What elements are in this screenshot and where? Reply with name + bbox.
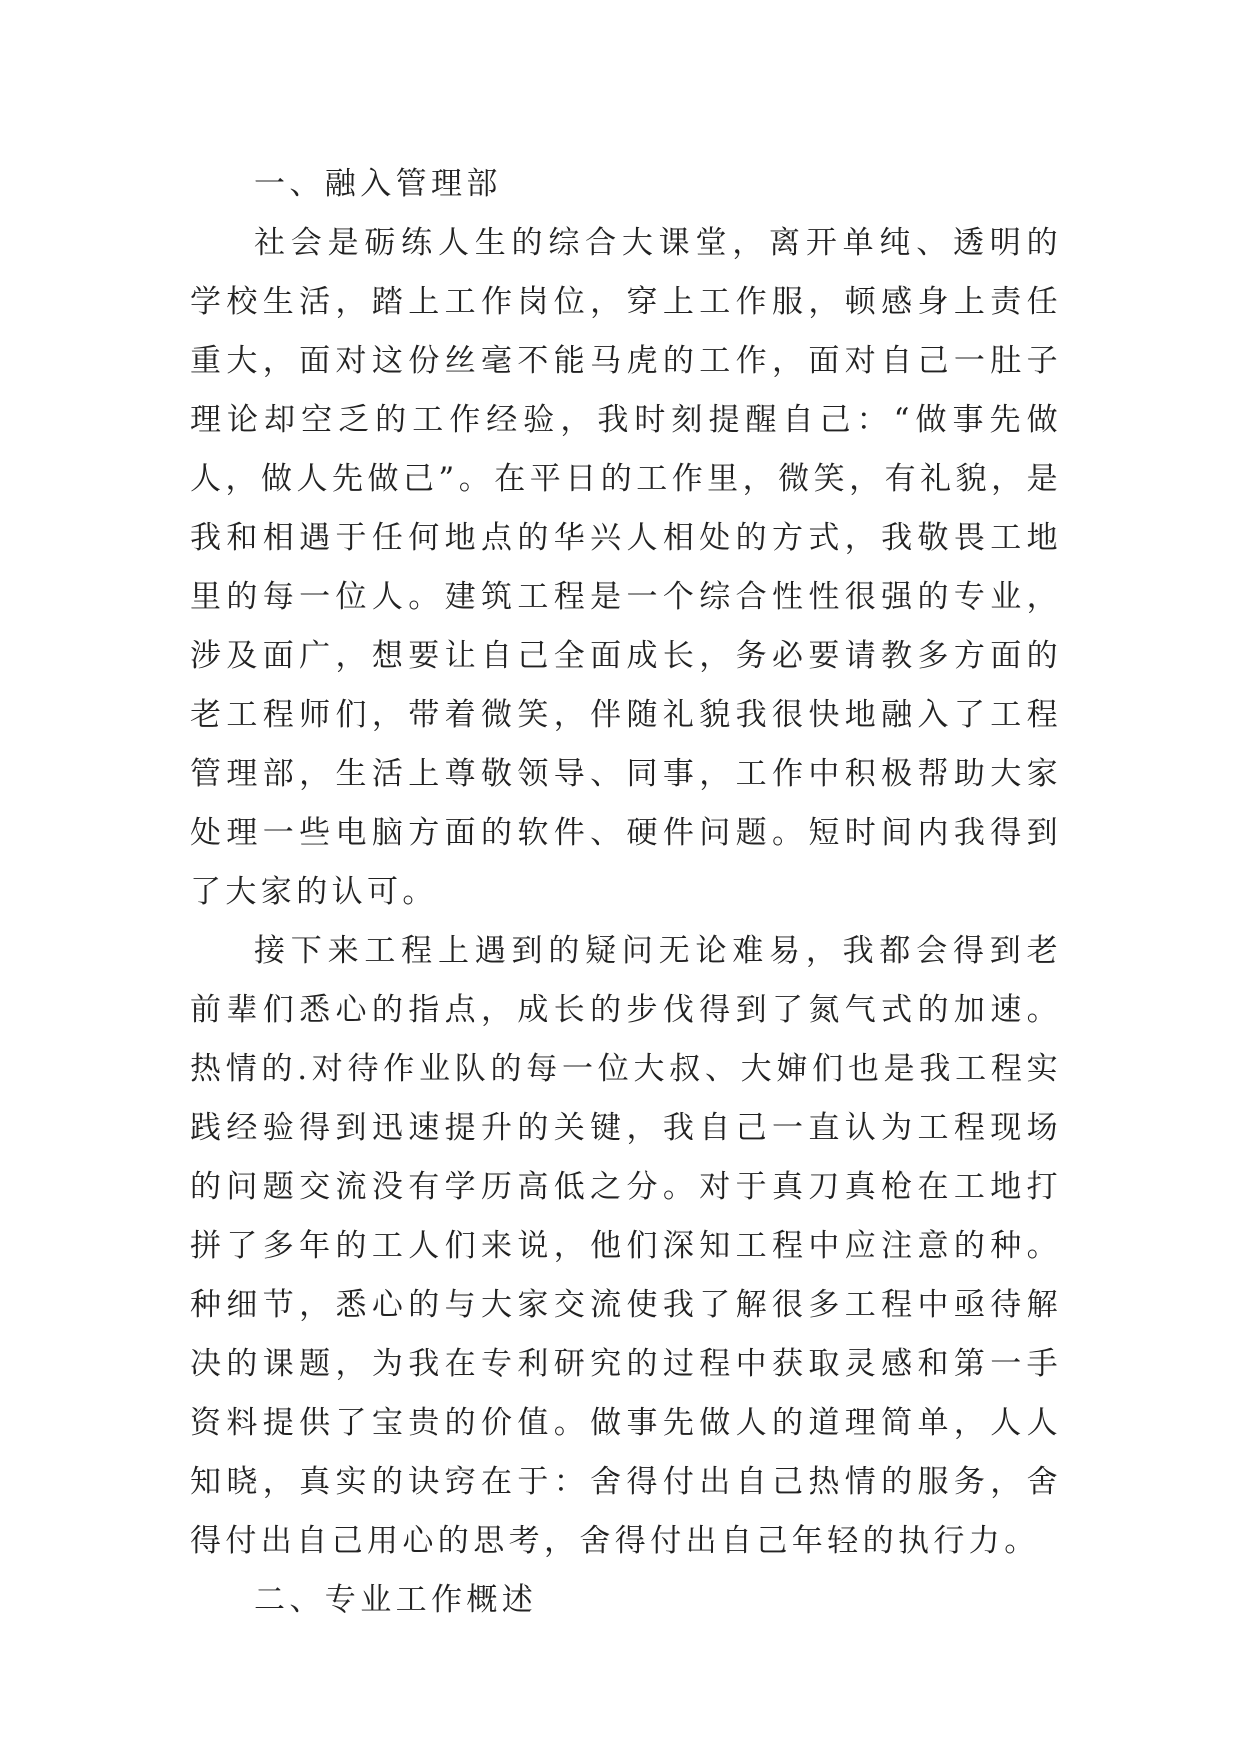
paragraph-2: 接下来工程上遇到的疑问无论难易，我都会得到老前辈们悉心的指点，成长的步伐得到了氮气式的加速。热情的.对待作业队的每一位大叔、大婶们也是我工程实践经验得到迅速提升的关键，我自己一直认为工程现场的问题交流没有学历高低之分。对于真刀真枪在工地打拼了多年的工人们来说，他们深知工程中应注意的种。种细节，悉心的与大家交流使我了解很多工程中亟待解决的课题，为我在专利研究的过程中获取灵感和第一手资料提供了宝贵的价值。做事先做人的道理简单，人人知晓，真实的诀窍在于：舍得付出自己热情的服务，舍得付出自己用心的思考，舍得付出自己年轻的执行力。 <box>190 933 1062 1559</box>
section-heading-2: 二、专业工作概述 <box>254 1582 538 1618</box>
document-body <box>190 155 1062 1630</box>
section-heading-1: 一、融入管理部 <box>254 166 502 202</box>
paragraph-1: 社会是砺练人生的综合大课堂，离开单纯、透明的学校生活，踏上工作岗位，穿上工作服，顿感身上责任重大，面对这份丝毫不能马虎的工作，面对自己一肚子理论却空乏的工作经验，我时刻提醒自己：“做事先做人，做人先做己”。在平日的工作里，微笑，有礼貌，是我和相遇于任何地点的华兴人相处的方式，我敬畏工地里的每一位人。建筑工程是一个综合性性很强的专业，涉及面广，想要让自己全面成长，务必要请教多方面的老工程师们，带着微笑，伴随礼貌我很快地融入了工程管理部，生活上尊敬领导、同事，工作中积极帮助大家处理一些电脑方面的软件、硬件问题。短时间内我得到了大家的认可。 <box>190 225 1062 910</box>
